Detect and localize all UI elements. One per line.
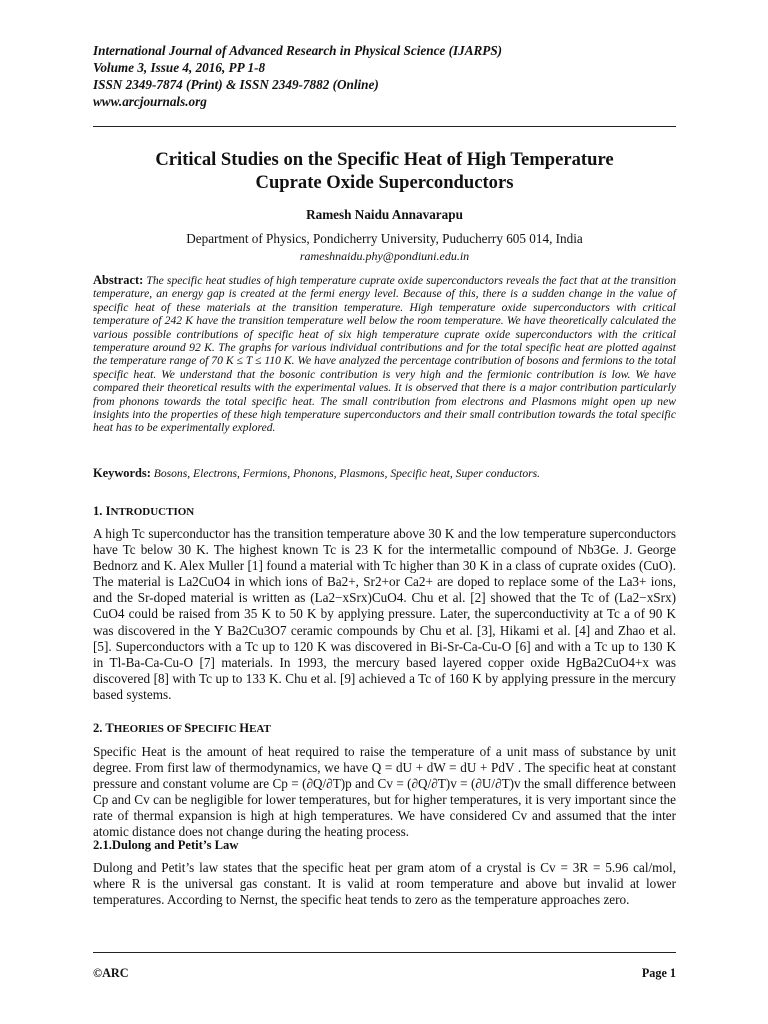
header-divider <box>93 126 676 127</box>
section-letter-b: S <box>184 721 192 735</box>
title-line-2: Cuprate Oxide Superconductors <box>255 172 514 193</box>
section-letter-c: H <box>239 721 250 735</box>
section-number: 2. <box>93 721 103 735</box>
keywords-text: Bosons, Electrons, Fermions, Phonons, Plasmons, Specific heat, Super conductors. <box>153 467 541 480</box>
journal-website: www.arcjournals.org <box>93 94 207 109</box>
section-rest-a: HEORIES OF <box>113 723 185 735</box>
journal-volume: Volume 3, Issue 4, 2016, PP 1-8 <box>93 60 266 75</box>
theories-text: Specific Heat is the amount of heat required to raise the temperature of a unit mass of substance by unit degree. From first law of thermodynamics, we have Q = dU + dW = dU + PdV . The specific heat at constant pressure and constant volume are Cp = (∂Q/∂T)p and Cv = (∂Q/∂T)v = (∂U/∂T)v the small difference between Cp and Cv can be negligible for lower temperatures, but for higher temperatures, it is very important since the rate of thermal expansion is high at high temperatures. We have considered Cv and assumed that the inter atomic distance does not change during the heating process. <box>93 744 676 840</box>
theories-paragraph <box>93 744 676 841</box>
journal-name: International Journal of Advanced Research in Physical Science (IJARPS) <box>93 43 503 58</box>
paper-title <box>93 148 676 194</box>
journal-issn: ISSN 2349-7874 (Print) & ISSN 2349-7882 (Online) <box>93 77 379 92</box>
title-line-1: Critical Studies on the Specific Heat of High Temperature <box>155 149 614 170</box>
section-rest-b: PECIFIC <box>191 723 240 735</box>
subsection-heading-dulong-petit: 2.1.Dulong and Petit’s Law <box>93 838 239 852</box>
keywords-label: Keywords: <box>93 466 151 480</box>
abstract-label: Abstract: <box>93 273 144 287</box>
introduction-text: A high Tc superconductor has the transition temperature above 30 K and the low temperature superconductors have Tc below 30 K. The highest known Tc is 23 K for the intermetallic compound of Nb3Ge. J. George Bednorz and K. Alex Muller [1] found a material with Tc higher than 30 K in a class of cuprate oxides (CuO). The material is La2CuO4 in which ions of Ba2+, Sr2+or Ca2+ are doped to replace some of the La3+ ions, and the Sr-doped material is written as (La2−xSrx)CuO4. Chu et al. [2] showed that the Tc of (La2−xSrx) CuO4 could be raised from 35 K to 50 K by applying pressure. Later, the superconductivity at Tc a of 90 K was discovered in the Y Ba2Cu3O7 ceramic compounds by Chu et al. [3], Hikami et al. [4] and Zhao et al. [5]. Superconductors with a Tc up to 120 K was discovered in Bi-Sr-Ca-Cu-O [6] and with a Tc up to 130 K in Tl-Ba-Ca-Cu-O [7] materials. In 1993, the mercury based layered copper oxide HgBa2CuO4+x was discovered [8] with Tc up to 133 K. Chu et al. [9] achieved a Tc of 160 K by applying pressure in the mercury based systems. <box>93 526 676 702</box>
section-rest-c: EAT <box>249 723 271 735</box>
section-first-letter: I <box>105 504 111 518</box>
keywords <box>93 466 676 481</box>
section-rest: NTRODUCTION <box>110 506 195 518</box>
footer-divider <box>93 952 676 953</box>
section-number: 1. <box>93 504 103 518</box>
journal-header <box>93 42 683 110</box>
section-first-letter: T <box>105 721 114 735</box>
section-heading-theories <box>93 721 271 736</box>
section-heading-introduction <box>93 504 194 519</box>
dulong-petit-text: Dulong and Petit’s law states that the specific heat per gram atom of a crystal is Cv = 3R = 5.96 cal/mol, where R is the universal gas constant. It is valid at room temperature and above but invalid at lower temperatures. According to Nernst, the specific heat tends to zero as the temperature approaches zero. <box>93 860 676 908</box>
author-email: rameshnaidu.phy@pondiuni.edu.in <box>299 249 470 263</box>
author-affiliation: Department of Physics, Pondicherry University, Puducherry 605 014, India <box>186 231 583 246</box>
introduction-paragraph <box>93 526 676 703</box>
dulong-petit-paragraph <box>93 860 676 908</box>
abstract-text: The specific heat studies of high temperature cuprate oxide superconductors reveals the fact that at the transition temperature, an energy gap is created at the fermi energy level. Because of this, there is a sudden change in the value of specific heat of these materials at the transition temperature. High temperature oxide superconductors with critical temperature of 242 K have the transition temperature well below the room temperature. We have theoretically calculated the various possible contributions of specific heat of six high temperature cuprate oxide superconductors with the critical temperature around 92 K. The graphs for various individual contributions and for the total specific heat are plotted against the temperature range of 70 K ≤ T ≤ 110 K. We have analyzed the percentage contribution of bosons and fermions to the total specific heat. We understand that the bosonic contribution is very high and the fermionic contribution is low. We have compared their theoretical results with the experimental values. It is observed that there is a major contribution particularly from phonons towards the total specific heat. The small contribution from electrons and Plasmons might open up new insights into the properties of these high temperature superconductors and their small contribution towards the total specific heat has to be experimentally explored. <box>93 274 676 435</box>
footer-copyright: ©ARC <box>93 966 129 980</box>
abstract <box>93 274 676 435</box>
author-name: Ramesh Naidu Annavarapu <box>306 207 463 222</box>
footer-page-number: Page 1 <box>641 966 676 980</box>
